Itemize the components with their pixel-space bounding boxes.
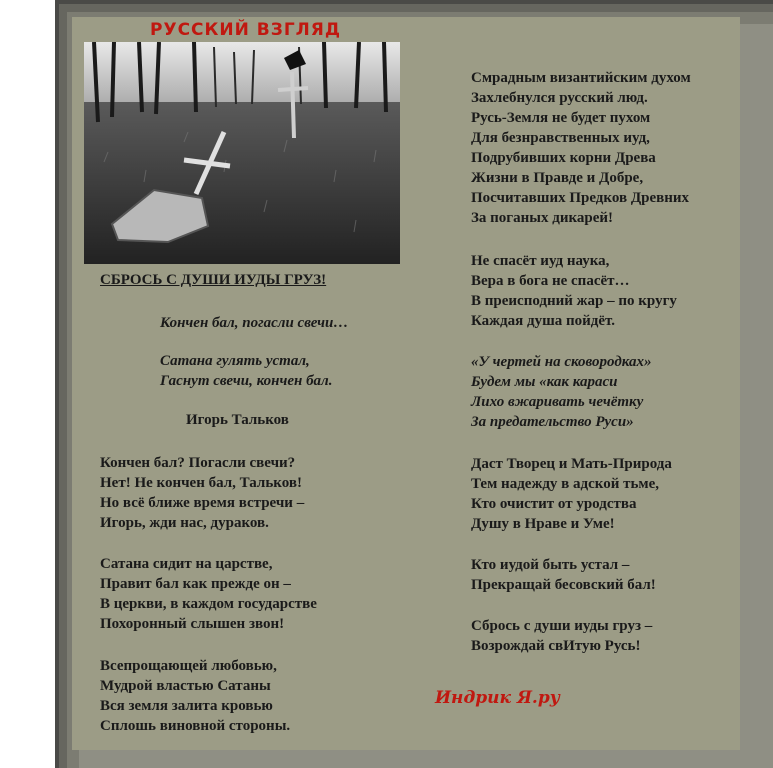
poem-line: Вся земля залита кровью [100,698,273,714]
poem-line: Правит бал как прежде он – [100,576,291,592]
poem-line: Тем надежду в адской тьме, [471,476,660,492]
poem-line: Смрадным византийским духом [471,70,691,86]
poem-line: Сплошь виновной стороны. [100,718,291,734]
poem-line: Каждая душа пойдёт. [471,313,616,329]
epigraph-line: Кончен бал, погасли свечи… [160,315,349,331]
poem-line: Возрождай свИтую Русь! [471,638,641,654]
right-stanza-1 [471,68,691,228]
poem-line: В церкви, в каждом государстве [100,596,317,612]
poem-line: Даст Творец и Мать-Природа [471,456,672,472]
poem-line: Подрубивших корни Древа [471,150,656,166]
left-stanza-1 [100,453,304,533]
poem-line: Сбрось с души иуды груз – [471,618,653,634]
right-stanza-3 [471,352,651,432]
poem-line: Кто иудой быть устал – [471,557,630,573]
poem-line: Похоронный слышен звон! [100,616,285,632]
site-header: РУССКИЙ ВЗГЛЯД [150,20,342,40]
right-stanza-5 [471,555,656,595]
poem-line: Не спасёт иуд наука, [471,253,610,269]
poem-line: Мудрой властью Сатаны [100,678,271,694]
grave-cross-photo [84,42,400,264]
poem-line: Лихо вжаривать чечётку [471,394,644,410]
left-stanza-3 [100,656,290,736]
epigraph-author: Игорь Тальков [186,412,289,428]
poem-line: Для безнравственных иуд, [471,130,650,146]
poem-line: Нет! Не кончен бал, Тальков! [100,475,302,491]
poem-line: Кончен бал? Погасли свечи? [100,455,296,471]
left-stanza-2 [100,554,317,634]
poem-title: СБРОСЬ С ДУШИ ИУДЫ ГРУЗ! [100,272,327,288]
poem-line: За предательство Руси» [471,414,634,430]
epigraph-line: Сатана гулять устал, [160,353,310,369]
poem-line: Жизни в Правде и Добре, [471,170,644,186]
poem-line: Сатана сидит на царстве, [100,556,273,572]
poem-line: Захлебнулся русский люд. [471,90,648,106]
poem-line: Вера в бога не спасёт… [471,273,630,289]
poem-line: Игорь, жди нас, дураков. [100,515,269,531]
poem-line: Всепрощающей любовью, [100,658,277,674]
epigraph-line: Гаснут свечи, кончен бал. [160,373,333,389]
poem-line: Русь-Земля не будет пухом [471,110,651,126]
right-stanza-4 [471,454,672,534]
poem-line: Будем мы «как караси [471,374,618,390]
poem-line: Но всё ближе время встречи – [100,495,305,511]
poem-line: Кто очистит от уродства [471,496,637,512]
right-stanza-6 [471,616,652,656]
poem-line: В преисподний жар – по кругу [471,293,677,309]
poem-line: «У чертей на сковородках» [471,354,652,370]
author-signature: Индрик Я.ру [435,688,560,708]
poem-line: Душу в Нраве и Уме! [471,516,615,532]
right-stanza-2 [471,251,677,331]
poem-line: За поганых дикарей! [471,210,614,226]
poem-line: Прекращай бесовский бал! [471,577,656,593]
poem-line: Посчитавших Предков Древних [471,190,690,206]
